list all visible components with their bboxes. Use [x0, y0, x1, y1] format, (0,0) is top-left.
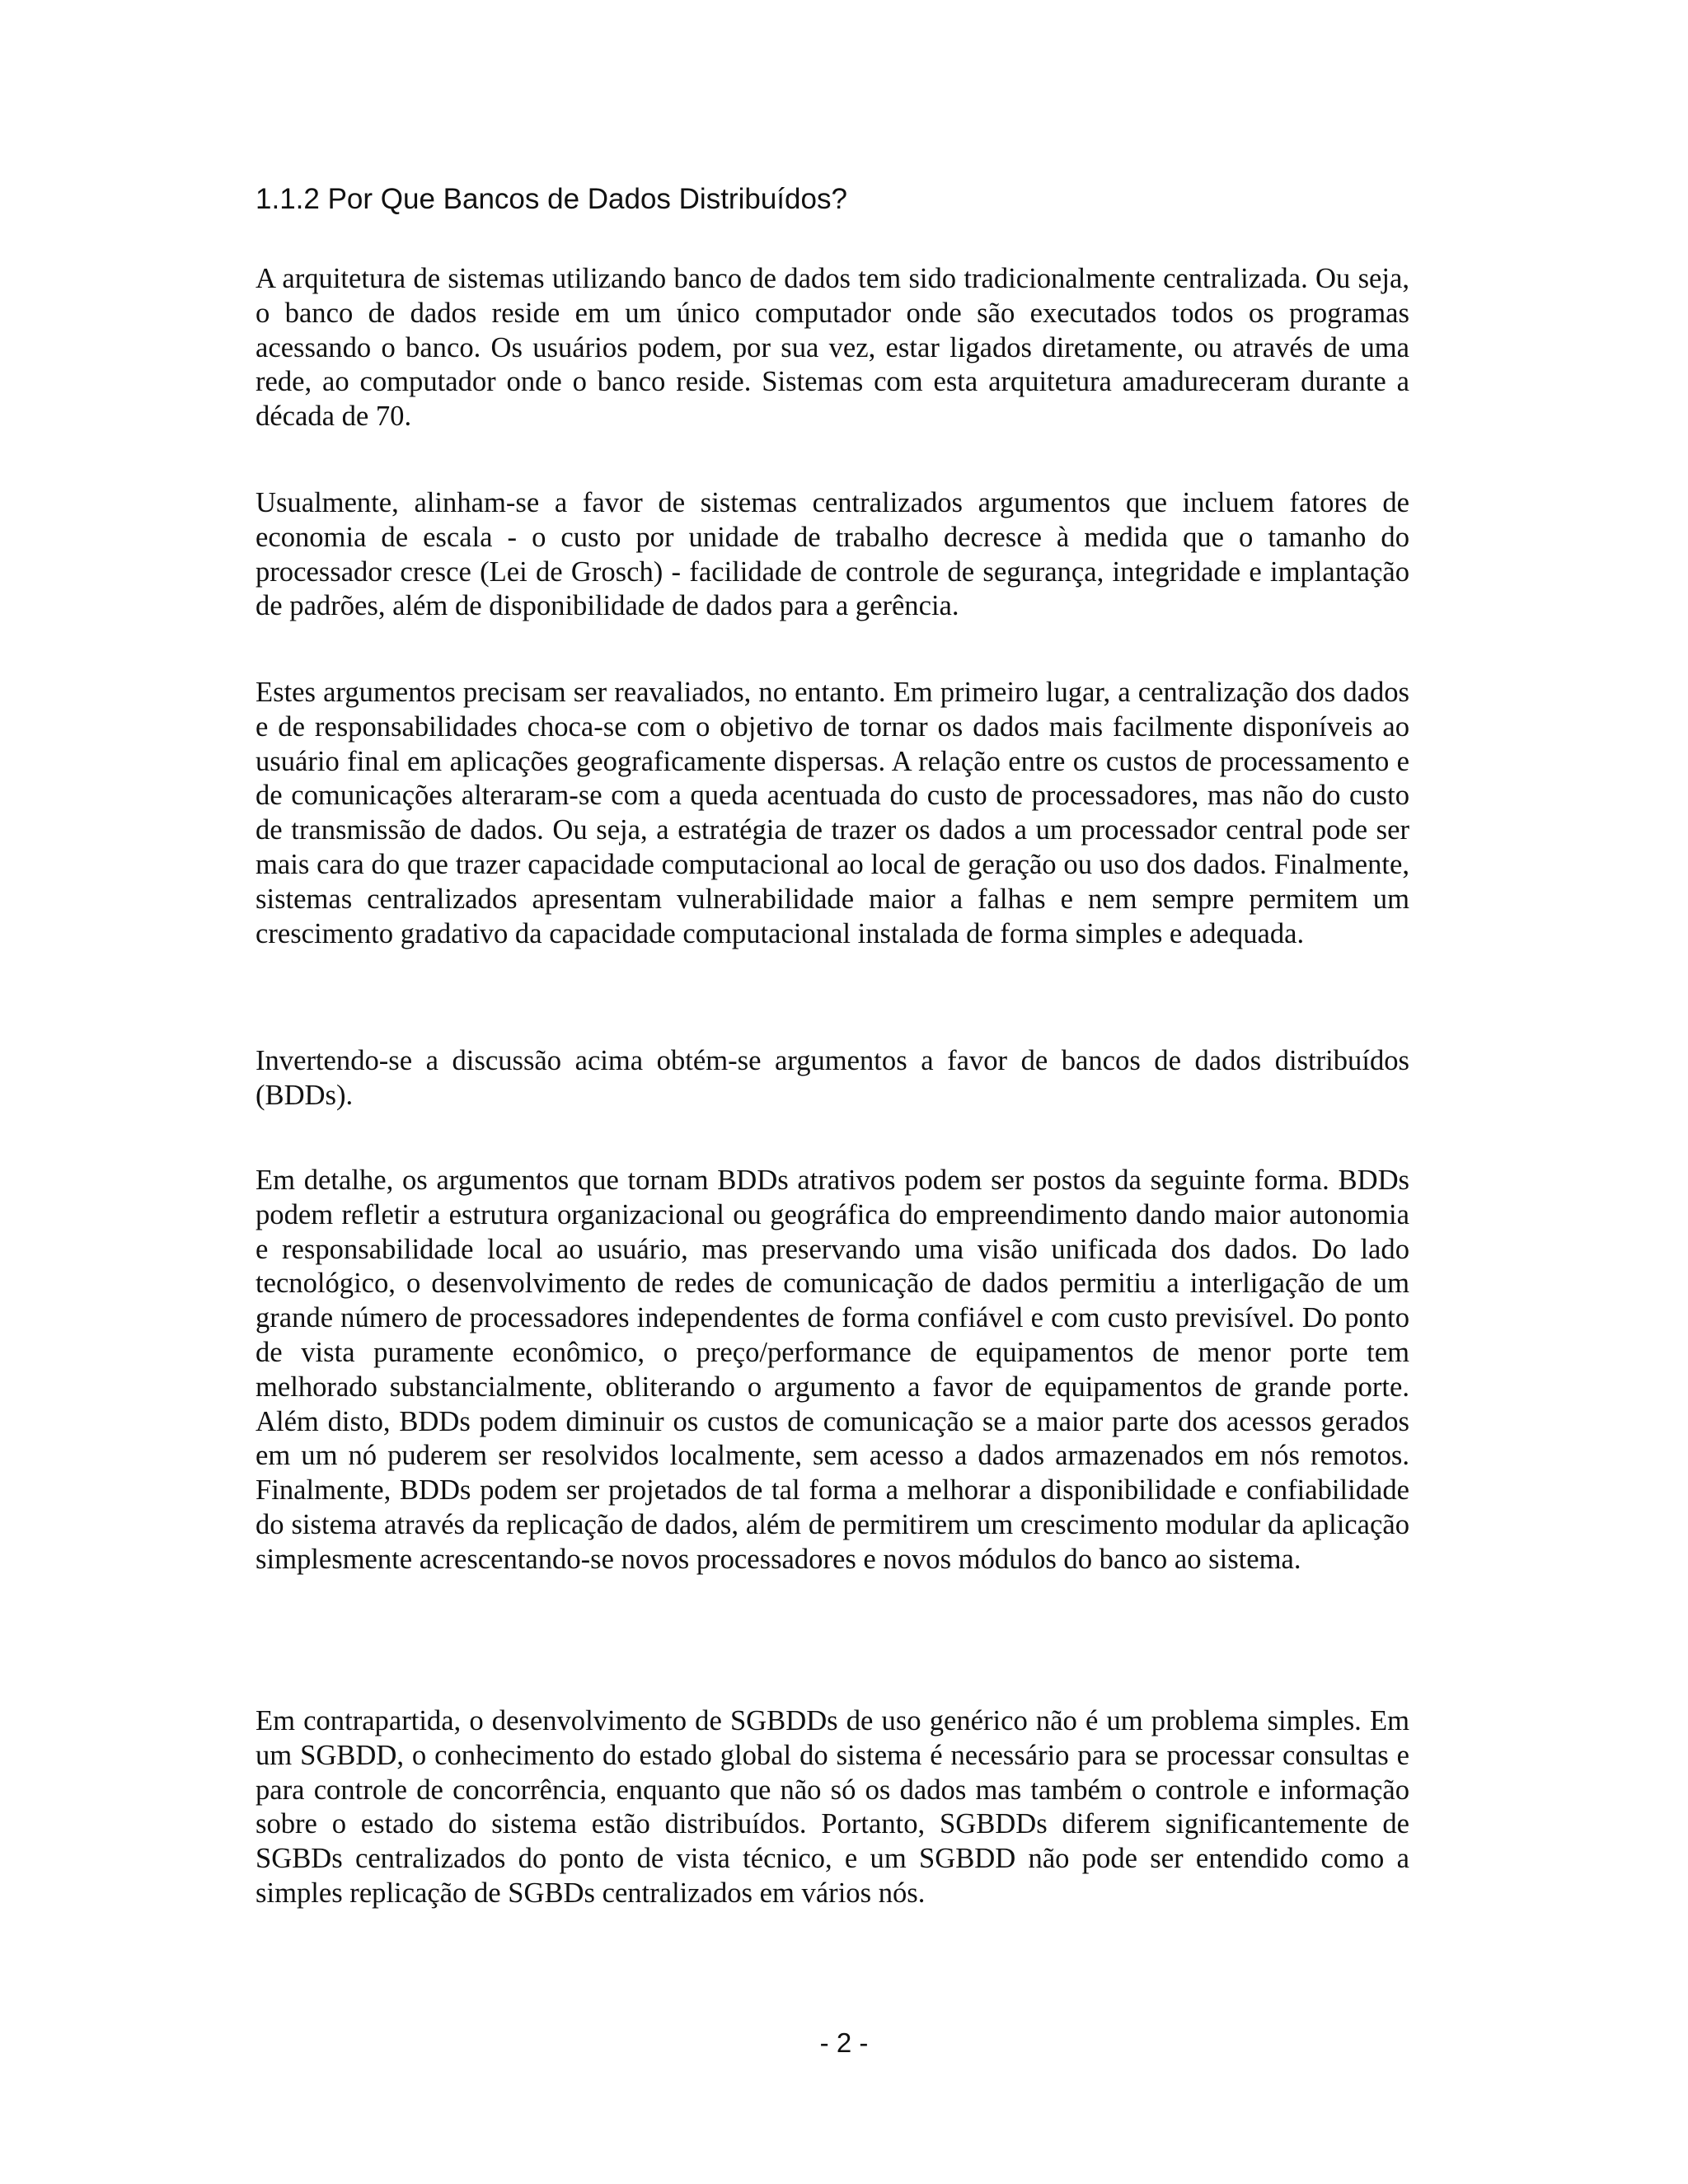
paragraph-centralized-arguments: Usualmente, alinham-se a favor de sistemas centralizados argumentos que incluem fatores de economia de escala - o custo por unidade de trabalho decresce à medida que o tamanho do processador cresce (Lei de Grosch) - facilidade de controle de segurança, integridade e implantação de padrões, além de disponibilidade de dados para a gerência.: [256, 487, 1409, 622]
paragraph-inversion: Invertendo-se a discussão acima obtém-se argumentos a favor de bancos de dados distribuídos (BDDs).: [256, 1045, 1409, 1111]
section-heading: 1.1.2 Por Que Bancos de Dados Distribuídos?: [256, 183, 847, 215]
paragraph-bdd-advantages: Em detalhe, os argumentos que tornam BDDs atrativos podem ser postos da seguinte forma. BDDs podem refletir a estrutura organizacional ou geográfica do empreendimento dando maior autonomia e responsabilidade local ao usuário, mas preservando uma visão unificada dos dados. Do lado tecnológico, o desenvolvimento de redes de comunicação de dados permitiu a interligação de um grande número de processadores independentes de forma confiável e com custo previsível. Do ponto de vista puramente econômico, o preço/performance de equipamentos de menor porte tem melhorado substancialmente, obliterando o argumento a favor de equipamentos de grande porte. Além disto, BDDs podem diminuir os custos de comunicação se a maior parte dos acessos gerados em um nó puderem ser resolvidos localmente, sem acesso a dados armazenados em nós remotos. Finalmente, BDDs podem ser projetados de tal forma a melhorar a disponibilidade e confiabilidade do sistema através da replicação de dados, além de permitirem um crescimento modular da aplicação simplesmente acrescentando-se novos processadores e novos módulos do banco ao sistema.: [256, 1165, 1409, 1575]
paragraph-sgbdd-challenges: Em contrapartida, o desenvolvimento de SGBDDs de uso genérico não é um problema simples. Em um SGBDD, o conhecimento do estado global do sistema é necessário para se processar consultas e para controle de concorrência, enquanto que não só os dados mas também o controle e informação sobre o estado do sistema estão distribuídos. Portanto, SGBDDs diferem significantemente de SGBDs centralizados do ponto de vista técnico, e um SGBDD não pode ser entendido como a simples replicação de SGBDs centralizados em vários nós.: [256, 1705, 1409, 1909]
page-number: - 2 -: [819, 2027, 869, 2058]
paragraph-reevaluation: Estes argumentos precisam ser reavaliados, no entanto. Em primeiro lugar, a centralização dos dados e de responsabilidades choca-se com o objetivo de tornar os dados mais facilmente disponíveis ao usuário final em aplicações geograficamente dispersas. A relação entre os custos de processamento e de comunicações alteraram-se com a queda acentuada do custo de processadores, mas não do custo de transmissão de dados. Ou seja, a estratégia de trazer os dados a um processador central pode ser mais cara do que trazer capacidade computacional ao local de geração ou uso dos dados. Finalmente, sistemas centralizados apresentam vulnerabilidade maior a falhas e nem sempre permitem um crescimento gradativo da capacidade computacional instalada de forma simples e adequada.: [256, 677, 1409, 949]
paragraph-centralized-architecture: A arquitetura de sistemas utilizando banco de dados tem sido tradicionalmente centralizada. Ou seja, o banco de dados reside em um único computador onde são executados todos os programas acessando o banco. Os usuários podem, por sua vez, estar ligados diretamente, ou através de uma rede, ao computador onde o banco reside. Sistemas com esta arquitetura amadureceram durante a década de 70.: [256, 263, 1409, 433]
